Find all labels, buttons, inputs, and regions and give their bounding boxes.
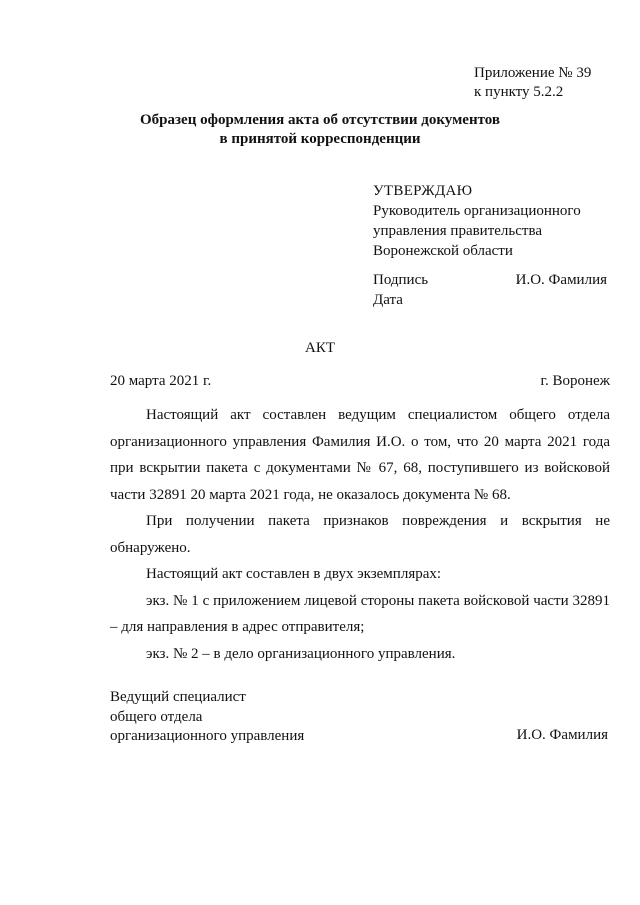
- act-heading: АКТ: [305, 340, 335, 356]
- act-body: [110, 402, 610, 667]
- signer-position-line-1: Ведущий специалист: [110, 689, 246, 705]
- document-title-line-2: в принятой корреспонденции: [219, 131, 421, 147]
- document-title: [0, 111, 640, 149]
- act-date: 20 марта 2021 г.: [110, 373, 212, 389]
- appendix-clause: к пункту 5.2.2: [474, 84, 564, 100]
- act-paragraph: При получении пакета признаков повреждения и вскрытия не обнаружено.: [110, 513, 610, 556]
- appendix-reference: [474, 64, 591, 102]
- act-city: г. Воронеж: [540, 373, 610, 389]
- signer-position: [110, 688, 304, 747]
- approver-name: И.О. Фамилия: [515, 272, 607, 288]
- date-label: Дата: [373, 292, 403, 308]
- document-title-line-1: Образец оформления акта об отсутствии документов: [140, 112, 500, 128]
- act-paragraph: экз. № 2 – в дело организационного управления.: [146, 645, 456, 662]
- approver-position-line-2: управления правительства: [373, 223, 543, 239]
- approval-heading: УТВЕРЖДАЮ: [373, 183, 473, 199]
- signature-label: Подпись: [373, 272, 429, 288]
- appendix-number: Приложение № 39: [474, 65, 592, 81]
- approval-block: [373, 181, 581, 261]
- act-paragraph: Настоящий акт составлен ведущим специалистом общего отдела организационного управления Фамилия И.О. о том, что 20 марта 2021 года при вскрытии пакета с документами № 67, 68, поступившего из войсковой части 32891 20 марта 2021 года, не оказалось документа № 68.: [110, 407, 610, 503]
- signer-name: И.О. Фамилия: [516, 727, 608, 743]
- signer-position-line-3: организационного управления: [110, 728, 305, 744]
- signer-position-line-2: общего отдела: [110, 708, 203, 725]
- act-paragraph: Настоящий акт составлен в двух экземплярах:: [146, 566, 442, 582]
- approver-position-line-1: Руководитель организационного: [373, 203, 581, 219]
- approver-position-line-3: Воронежской области: [373, 243, 513, 259]
- approval-signature-fields: [373, 270, 428, 310]
- act-paragraph: экз. № 1 с приложением лицевой стороны пакета войсковой части 32891 – для направления в адрес отправителя;: [110, 592, 610, 635]
